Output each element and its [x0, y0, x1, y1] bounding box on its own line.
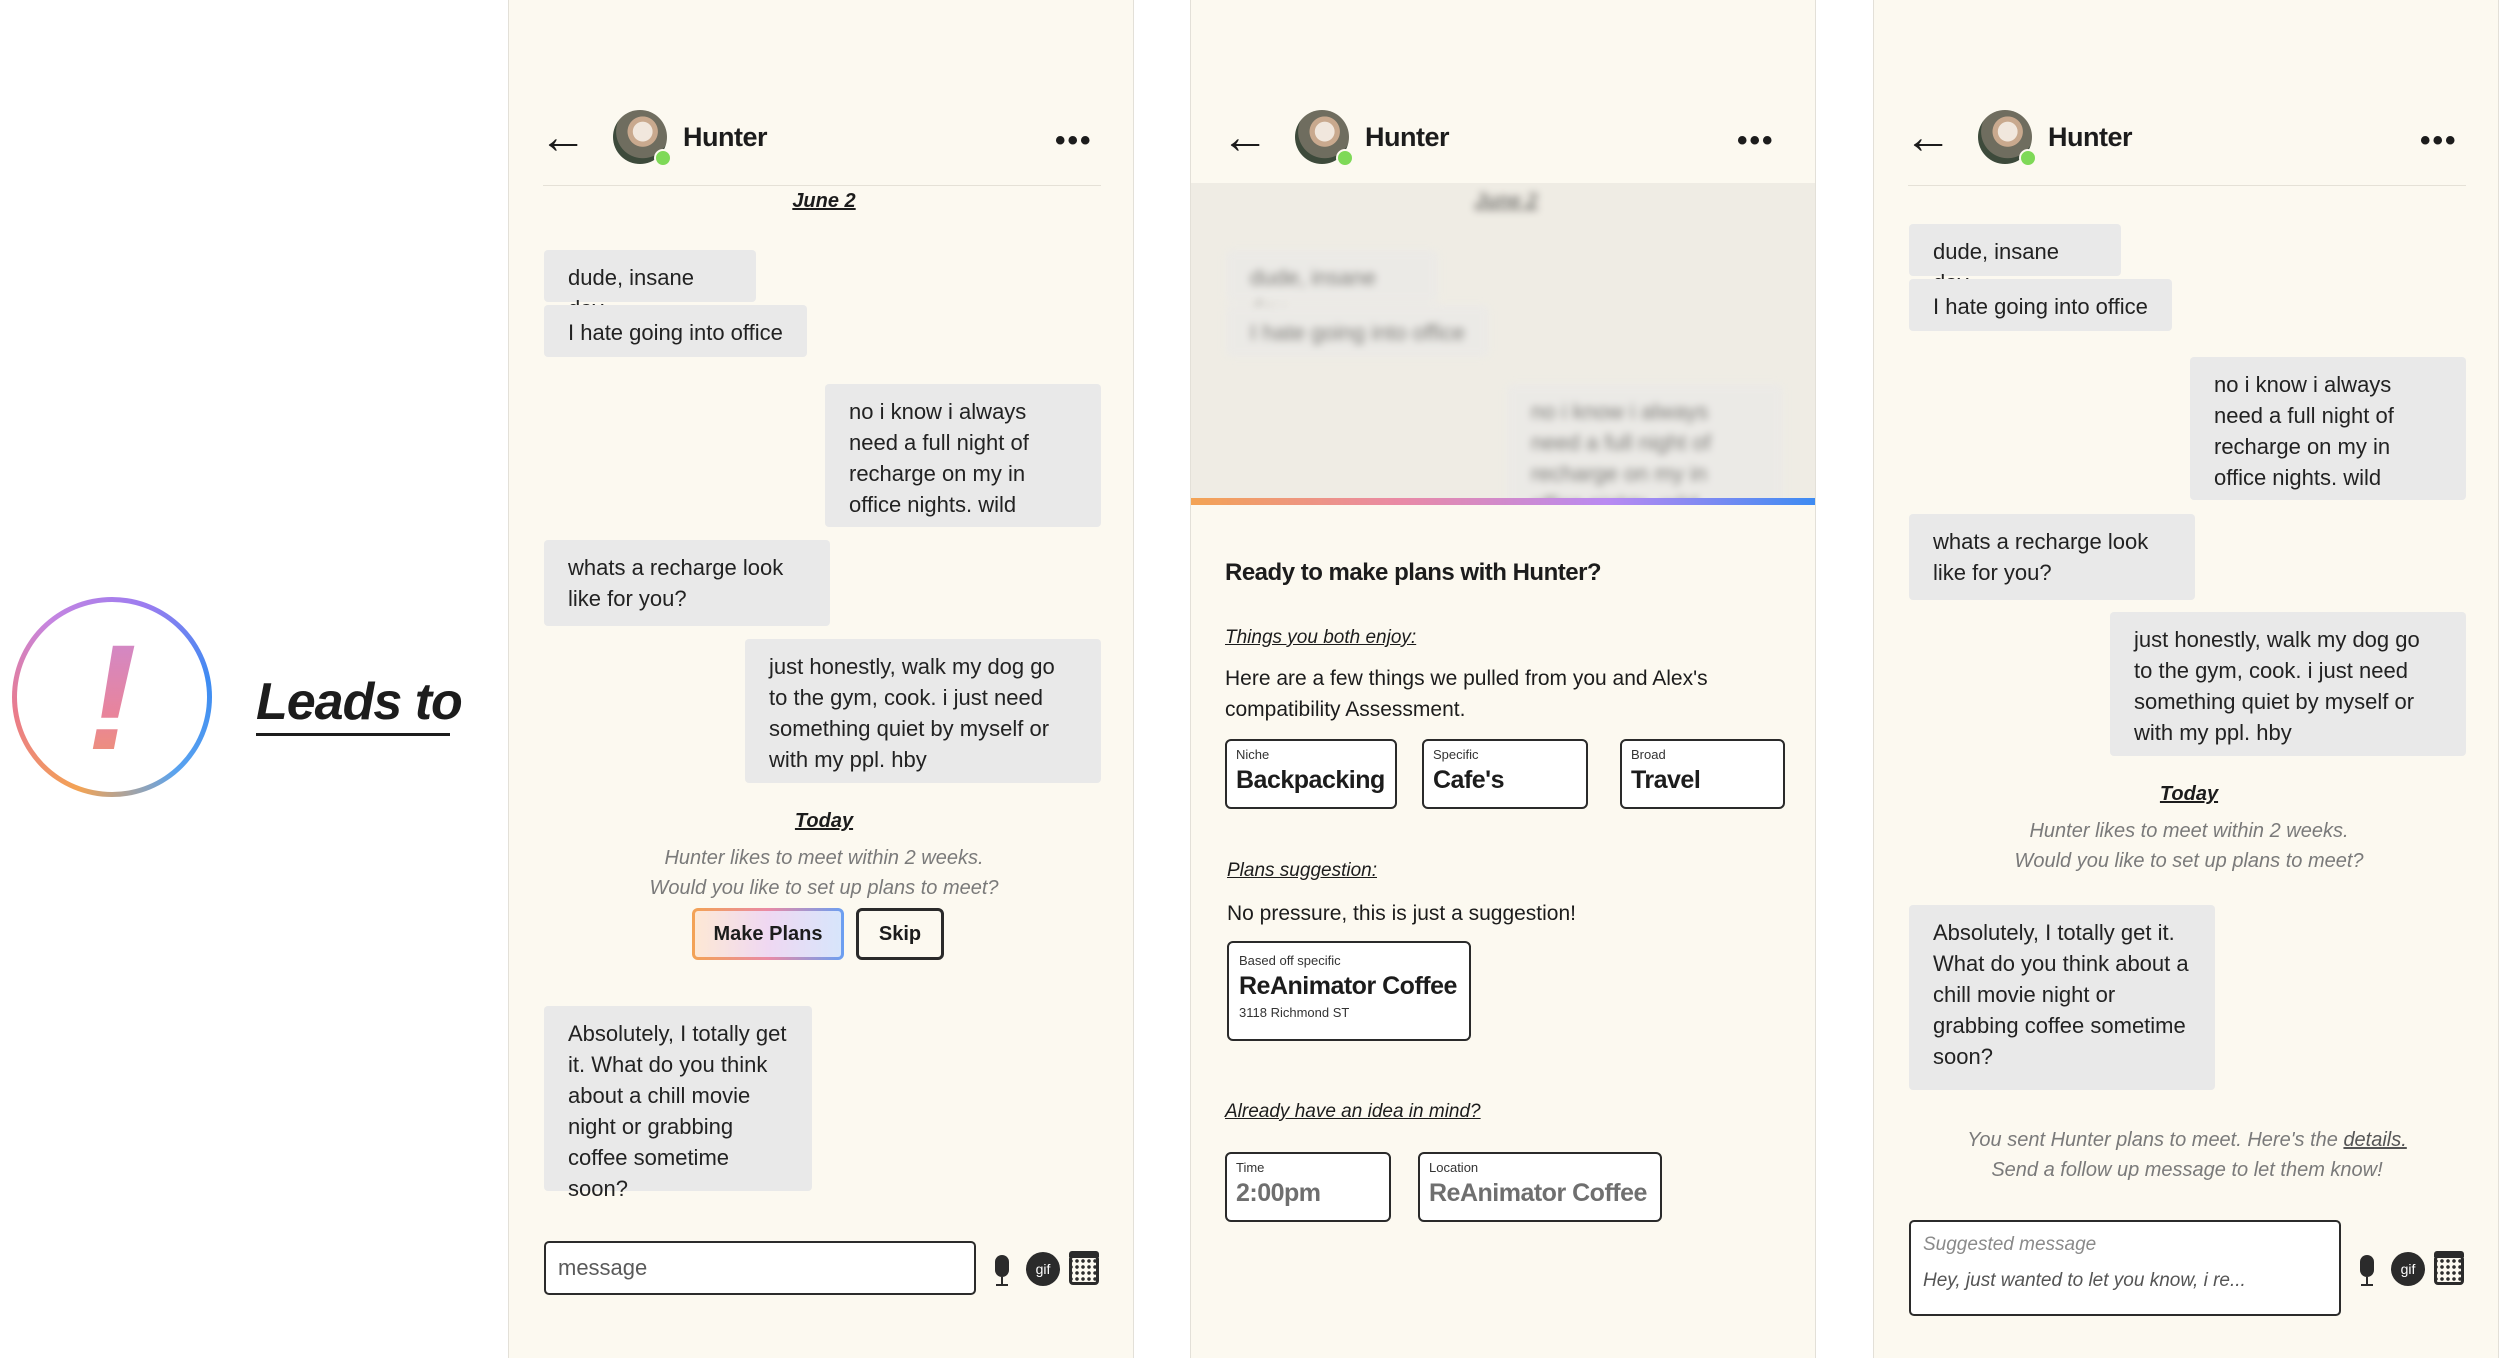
gif-button[interactable]: gif: [1026, 1252, 1060, 1286]
received-message: I hate going into office: [1226, 305, 1489, 357]
back-arrow-icon[interactable]: ←: [1904, 111, 1952, 164]
time-field[interactable]: [1225, 1152, 1391, 1222]
sent-message: no i know i always need a full night of recharge on my in office nights. wild: [2190, 357, 2466, 500]
system-message: Hunter likes to meet within 2 weeks.: [2029, 820, 2349, 842]
exclamation-icon: !: [12, 597, 212, 797]
tag-kind: Specific: [1433, 747, 1479, 762]
interest-tag-specific[interactable]: [1422, 739, 1588, 809]
received-message: dude, insane: [544, 250, 756, 302]
tag-kind: Niche: [1236, 747, 1270, 762]
interest-tag-niche[interactable]: [1225, 739, 1397, 809]
online-status-dot: [2019, 149, 2037, 167]
back-arrow-icon[interactable]: ←: [1221, 111, 1269, 164]
tag-value: Backpacking: [1236, 766, 1385, 794]
sent-message: Absolutely, I totally get it. What do you think about a chill movie night or grabbing coffee sometime soon?: [1909, 905, 2215, 1090]
more-options-icon[interactable]: •••: [1737, 124, 1775, 157]
microphone-icon[interactable]: [995, 1255, 1009, 1277]
plans-sent-text: You sent Hunter plans to meet. Here's the: [1967, 1129, 2344, 1151]
contact-name[interactable]: Hunter: [2048, 122, 2132, 152]
received-message: I hate going into office: [1909, 279, 2172, 331]
time-field-value: 2:00pm: [1236, 1179, 1321, 1207]
sheet-gradient-bar: [1191, 498, 1815, 505]
received-message: I hate going into office: [544, 305, 807, 357]
tag-value: Travel: [1631, 766, 1701, 794]
system-message: Would you like to set up plans to meet?: [649, 877, 999, 899]
date-divider: June 2: [1474, 190, 1538, 212]
enjoy-label: Things you both enjoy:: [1225, 627, 1417, 648]
received-message: whats a recharge look like for you?: [1909, 514, 2195, 600]
plans-title: Ready to make plans with Hunter?: [1225, 559, 1602, 586]
date-divider: June 2: [792, 190, 856, 212]
suggestion-label: Plans suggestion:: [1227, 860, 1377, 881]
date-divider: Today: [2159, 783, 2219, 805]
details-link[interactable]: details.: [2343, 1129, 2407, 1151]
header-divider: [1908, 185, 2466, 186]
contact-name[interactable]: Hunter: [1365, 122, 1449, 152]
suggested-message-text: Hey, just wanted to let you know, i re...: [1923, 1270, 2246, 1291]
location-field-label: Location: [1429, 1160, 1479, 1175]
interest-tag-broad[interactable]: [1620, 739, 1785, 809]
chat-screen-1: [508, 0, 1134, 1358]
leads-to-label: Leads to: [256, 673, 462, 731]
tag-value: Cafe's: [1433, 766, 1505, 794]
location-field[interactable]: [1418, 1152, 1662, 1222]
suggestion-description: No pressure, this is just a suggestion!: [1227, 902, 1577, 925]
suggested-message-label: Suggested message: [1923, 1234, 2097, 1255]
system-message: Would you like to set up plans to meet?: [2014, 850, 2364, 872]
online-status-dot: [654, 149, 672, 167]
tag-kind: Broad: [1631, 747, 1666, 762]
microphone-icon-base: [2361, 1284, 2373, 1286]
contact-name[interactable]: Hunter: [683, 122, 767, 152]
system-message: Hunter likes to meet within 2 weeks.: [664, 847, 984, 869]
suggested-message-input[interactable]: [1909, 1220, 2341, 1316]
idea-label: Already have an idea in mind?: [1225, 1101, 1481, 1122]
date-divider: Today: [794, 810, 854, 832]
more-options-icon[interactable]: •••: [1055, 124, 1093, 157]
suggested-place-card[interactable]: [1227, 941, 1471, 1041]
microphone-icon[interactable]: [2360, 1255, 2374, 1277]
sent-message: Absolutely, I totally get it. What do you think about a chill movie night or grabbing coffee sometime soon?: [544, 1006, 812, 1191]
time-field-label: Time: [1236, 1160, 1265, 1175]
enjoy-description: Here are a few things we pulled from you and Alex's compatibility Assessment.: [1225, 667, 1708, 721]
sent-message: just honestly, walk my dog go to the gym, cook. i just need something quiet by myself or with my ppl. hby: [745, 639, 1101, 783]
back-arrow-icon[interactable]: ←: [539, 111, 587, 164]
received-message: dude, insane: [1909, 224, 2121, 276]
calendar-icon[interactable]: [1069, 1255, 1099, 1285]
sent-message: just honestly, walk my dog go to the gym, cook. i just need something quiet by myself or with my ppl. hby: [2110, 612, 2466, 756]
more-options-icon[interactable]: •••: [2420, 124, 2458, 157]
plans-screen: [1190, 0, 1816, 1358]
suggestion-address: 3118 Richmond ST: [1239, 1005, 1350, 1020]
chat-screen-2: [1873, 0, 2499, 1358]
make-plans-button[interactable]: Make Plans: [692, 908, 844, 960]
microphone-icon-base: [996, 1284, 1008, 1286]
sent-message: no i know i always need a full night of recharge on my in office nights. wild: [825, 384, 1101, 527]
blurred-chat: [1191, 183, 1815, 499]
follow-up-notice: Send a follow up message to let them know!: [1991, 1159, 2383, 1181]
received-message: whats a recharge look like for you?: [544, 540, 830, 626]
gif-button[interactable]: gif: [2391, 1252, 2425, 1286]
sent-message: no i know i always need a full night of recharge on my in: [1507, 384, 1783, 527]
message-input[interactable]: message: [544, 1241, 976, 1295]
header-divider: [543, 185, 1101, 186]
location-field-value: ReAnimator Coffee: [1429, 1179, 1647, 1207]
leads-to-underline: [256, 733, 450, 736]
online-status-dot: [1336, 149, 1354, 167]
plans-sent-notice: [1904, 1125, 2470, 1155]
plans-sheet: [1191, 505, 1815, 1358]
suggestion-kind: Based off specific: [1239, 953, 1341, 968]
calendar-icon[interactable]: [2434, 1255, 2464, 1285]
suggestion-place: ReAnimator Coffee: [1239, 972, 1457, 1000]
skip-button[interactable]: Skip: [856, 908, 944, 960]
received-message: dude, insane: [1226, 250, 1438, 302]
